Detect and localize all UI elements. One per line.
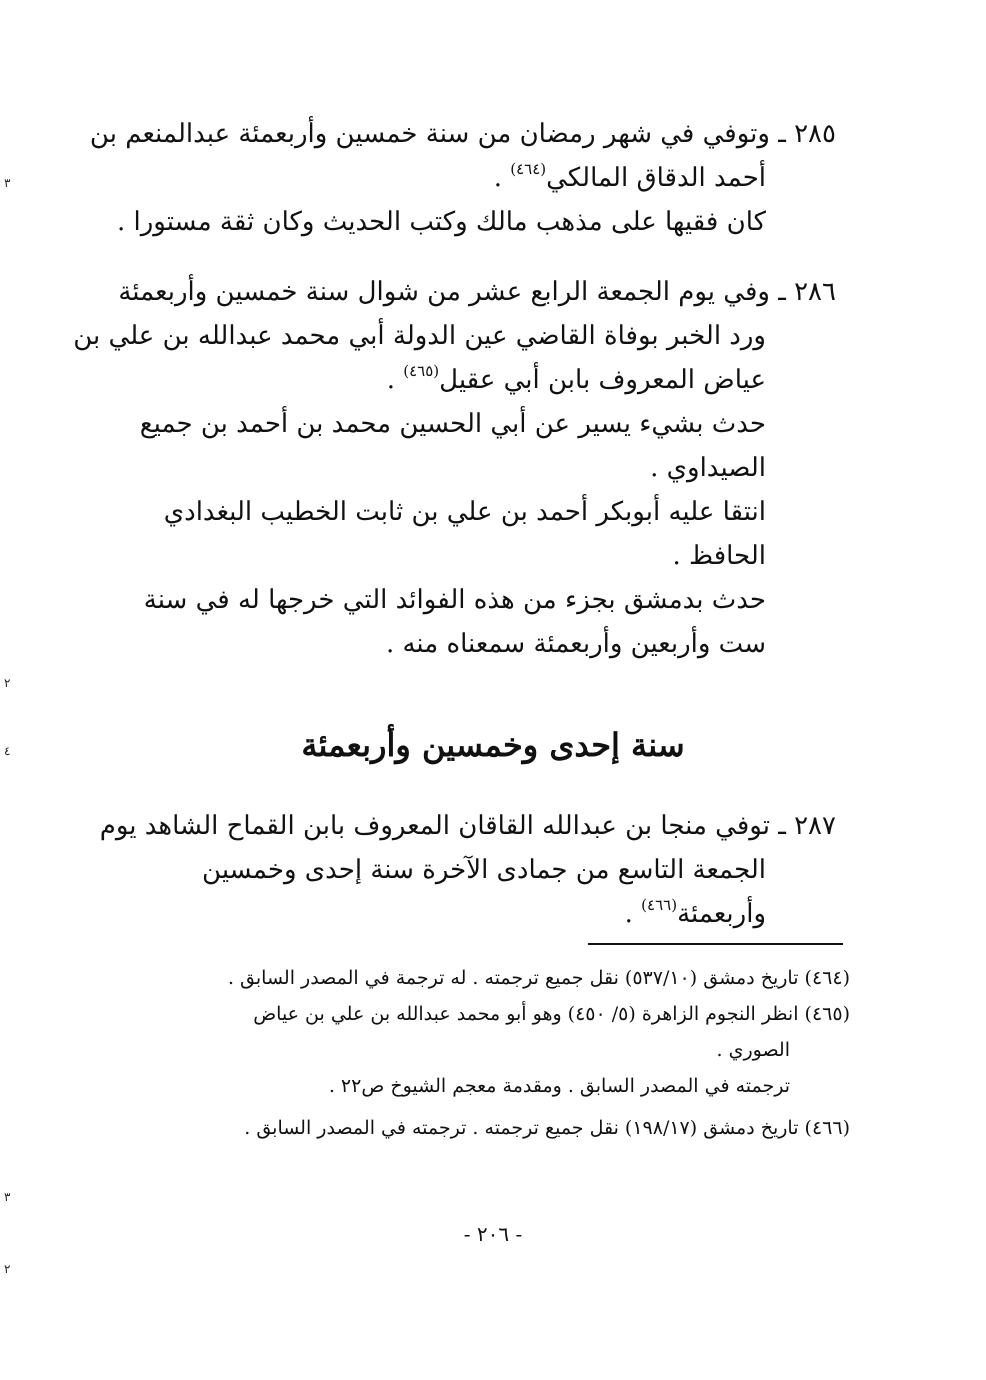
footnote-line: الصوري . — [716, 1039, 790, 1061]
footnote-line: (٤٦٦) تاريخ دمشق (١٩٨/١٧) نقل جميع ترجمته . ترجمته في المصدر السابق . — [244, 1117, 850, 1139]
entry-line: ٢٨٦ ـ وفي يوم الجمعة الرابع عشر من شوال سنة خمسين وأربعمئة — [118, 277, 836, 307]
footnote-line: (٤٦٥) انظر النجوم الزاهرة (٥/ ٤٥٠) وهو أبو محمد عبدالله بن علي بن عياض — [253, 1003, 850, 1025]
entry-287 — [99, 804, 836, 936]
entry-number: ٢٨٧ — [794, 811, 836, 841]
footnote-line: ترجمته في المصدر السابق . ومقدمة معجم الشيوخ ص٢٢ . — [328, 1075, 790, 1097]
footnote-separator — [588, 943, 843, 945]
entry-line: أحمد الدقاق المالكي$^{(٤٦٤)}$ . — [493, 160, 766, 193]
margin-mark: ٢ — [4, 676, 11, 690]
entry-line: ٢٨٥ ـ وتوفي في شهر رمضان من سنة خمسين وأربعمئة عبدالمنعم بن — [89, 119, 836, 149]
margin-mark: ٤ — [4, 744, 11, 758]
entry-number: ٢٨٥ — [794, 119, 836, 149]
entry-line: وأربعمئة$^{(٤٦٦)}$ . — [624, 896, 766, 929]
entry-line: حدث بشيء يسير عن أبي الحسين محمد بن أحمد بن جميع — [139, 409, 766, 439]
page-number: - ٢٠٦ - — [463, 1222, 523, 1246]
entry-286 — [73, 270, 836, 666]
footnotes — [140, 960, 850, 1146]
entry-line: عياض المعروف بابن أبي عقيل$^{(٤٦٥)}$ . — [386, 362, 766, 395]
footnote-reference: (٤٦٦) — [641, 896, 678, 914]
footnote-reference: (٤٦٤) — [510, 160, 547, 178]
footnote-466 — [140, 1110, 850, 1146]
footnote-465 — [140, 996, 850, 1104]
section-heading: سنة إحدى وخمسين وأربعمئة — [301, 726, 685, 764]
footnote-line: (٤٦٤) تاريخ دمشق (٥٣٧/١٠) نقل جميع ترجمته . له ترجمة في المصدر السابق . — [227, 967, 850, 989]
entry-line: الحافظ . — [672, 541, 766, 571]
entry-number: ٢٨٦ — [794, 277, 836, 307]
entry-line: ٢٨٧ ـ توفي منجا بن عبدالله القاقان المعروف بابن القماح الشاهد يوم — [99, 811, 836, 841]
entry-line: الصيداوي . — [650, 453, 766, 483]
margin-mark: ٢ — [4, 1262, 11, 1276]
entry-line: ست وأربعين وأربعمئة سمعناه منه . — [385, 629, 766, 659]
entry-285 — [89, 112, 836, 244]
entry-line: حدث بدمشق بجزء من هذه الفوائد التي خرجها له في سنة — [143, 585, 766, 615]
entry-line: كان فقيها على مذهب مالك وكتب الحديث وكان ثقة مستورا . — [116, 207, 766, 237]
entry-line: الجمعة التاسع من جمادى الآخرة سنة إحدى وخمسين — [202, 855, 766, 885]
margin-mark: ٣ — [4, 1190, 11, 1204]
entry-line: انتقا عليه أبوبكر أحمد بن علي بن ثابت الخطيب البغدادي — [163, 497, 766, 527]
entry-line: ورد الخبر بوفاة القاضي عين الدولة أبي محمد عبدالله بن علي بن — [73, 321, 766, 351]
footnote-464 — [140, 960, 850, 996]
footnote-reference: (٤٦٥) — [403, 362, 440, 380]
margin-mark: ٣ — [4, 176, 11, 190]
